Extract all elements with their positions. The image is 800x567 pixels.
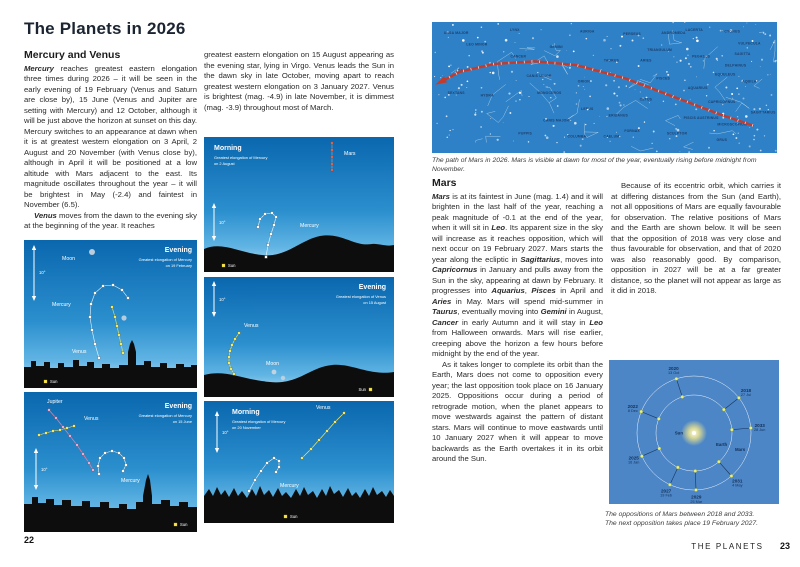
chart-caption: The path of Mars in 2026. Mars is visible at dawn for most of the year, eventually rising before midnight from November. xyxy=(432,157,757,173)
svg-text:27 Jul: 27 Jul xyxy=(740,393,752,398)
svg-text:AQUILA: AQUILA xyxy=(742,79,757,84)
svg-text:28 Jun: 28 Jun xyxy=(753,428,766,432)
diagram-caption-line2: The next opposition takes place 19 February 2027. xyxy=(605,520,759,527)
svg-text:CETUS: CETUS xyxy=(639,97,653,102)
venus-label: Venus xyxy=(316,405,331,411)
panel-time-label: Evening xyxy=(164,403,192,410)
panel-time-label: Evening xyxy=(164,247,192,254)
sun-label: Sun xyxy=(674,430,683,436)
moon-icon xyxy=(281,376,285,380)
left-column-1 xyxy=(24,50,197,232)
earth-orbit-label: Earth xyxy=(716,442,728,447)
venus-label: Venus xyxy=(72,349,87,355)
page-number-left: 22 xyxy=(24,535,35,545)
svg-text:19 Feb: 19 Feb xyxy=(660,493,673,498)
svg-text:HYDRA: HYDRA xyxy=(480,93,494,98)
sun-legend-label: Sun xyxy=(180,522,188,528)
svg-text:LYNX: LYNX xyxy=(510,28,520,33)
svg-text:SCULPTOR: SCULPTOR xyxy=(666,131,688,136)
svg-text:2020: 2020 xyxy=(668,365,679,371)
svg-text:8 Dec: 8 Dec xyxy=(627,409,638,414)
running-footer xyxy=(600,536,790,554)
svg-text:2022: 2022 xyxy=(627,403,638,409)
moon-label: Moon xyxy=(266,361,279,367)
svg-text:CAELUM: CAELUM xyxy=(603,134,620,139)
panel-subtitle: Greatest elongation of Mercury xyxy=(138,257,192,262)
svg-text:AQUARIUS: AQUARIUS xyxy=(687,85,708,90)
svg-text:2027: 2027 xyxy=(660,488,672,494)
scale-label: 10° xyxy=(219,220,226,225)
diagram-caption xyxy=(605,510,795,528)
sun-legend-icon xyxy=(284,515,287,518)
svg-text:LEO MINOR: LEO MINOR xyxy=(466,42,488,47)
moon-label: Moon xyxy=(62,256,75,262)
svg-text:CANIS MAJOR: CANIS MAJOR xyxy=(543,118,570,123)
svg-text:2018: 2018 xyxy=(740,388,752,393)
svg-text:16 Jan: 16 Jan xyxy=(627,460,640,465)
panel-evening-15-june xyxy=(24,392,197,532)
svg-text:13 Oct: 13 Oct xyxy=(668,371,680,375)
running-footer-label: THE PLANETS xyxy=(691,542,764,551)
sun-legend-icon xyxy=(369,388,372,391)
moon-icon xyxy=(121,315,126,320)
panel-subtitle: Greatest elongation of Venus xyxy=(335,294,386,299)
mercury-label: Mercury xyxy=(300,223,319,229)
mercury-label: Mercury xyxy=(121,478,140,484)
right-column-2 xyxy=(611,181,781,297)
panel-time-label: Morning xyxy=(214,145,242,152)
panel-morning-2-august xyxy=(204,137,394,272)
panel-time-label: Morning xyxy=(232,409,260,416)
mercury-label: Mercury xyxy=(52,302,71,308)
panel-subtitle: on 19 February xyxy=(165,263,192,268)
panel-subtitle: on 2 August xyxy=(214,161,235,166)
sun-legend-label: Sun xyxy=(228,263,236,269)
svg-text:LEPUS: LEPUS xyxy=(581,106,594,111)
panel-subtitle: on 15 August xyxy=(363,300,386,305)
body-paragraph: As it takes longer to complete its orbit than the Earth, Mars does not come to opposition every year; the last opposition took place on 16 January 2025. Oppositions occur during a period of retrograde motion, when the planet appears to move westwards against the pattern of distant stars. Mars will continue to move eastwards until 10 January 2027 when it will appear to move backwards as the Earth overtakes it in its orbit around the Sun. xyxy=(432,359,603,463)
svg-text:ORION: ORION xyxy=(577,79,590,84)
panel-morning-20-november xyxy=(204,401,394,523)
sun-legend-label: Sun xyxy=(358,387,366,393)
svg-text:4 May: 4 May xyxy=(732,483,743,488)
sun-legend-icon xyxy=(174,523,177,526)
svg-text:EQUULEUS: EQUULEUS xyxy=(715,72,736,77)
svg-text:CYGNUS: CYGNUS xyxy=(724,29,741,34)
svg-text:PEGASUS: PEGASUS xyxy=(692,54,711,59)
svg-text:AURIGA: AURIGA xyxy=(580,29,595,34)
sun-legend-icon xyxy=(44,380,47,383)
body-paragraph: greatest eastern elongation on 15 August appearing as the evening star, lying in Virgo. Venus leads the Sun in the dawn sky in late October, moving apart to reach greatest western elongation on 3 January 2027. Venus is brightest (mag. -4.9) in late November, it is dimmest (mag. -3.9) throughout most of March. xyxy=(204,50,394,112)
svg-text:COLUMBA: COLUMBA xyxy=(567,134,587,139)
body-paragraph: Because of its eccentric orbit, which carries it at differing distances from the Sun (and Earth), not all oppositions of Mars are equally favourable for observation. The relative positions of Mars and the Earth are shown below. It will be seen that the opposition of 2018 was very close and thus favourable for observation, and that of 2020 was also reasonably good. By comparison, opposition in 2027 will be at a far greater distance, so the planet will not appear as large as it did in 2018. xyxy=(611,181,781,295)
svg-text:ERIDANUS: ERIDANUS xyxy=(608,113,628,118)
sun-legend-label: Sun xyxy=(50,379,58,385)
right-column-1 xyxy=(432,178,603,465)
svg-text:PISCES: PISCES xyxy=(656,76,671,81)
mars-label: Mars xyxy=(344,151,356,157)
mars-orbit-label: Mars xyxy=(735,447,746,452)
panel-time-label: Evening xyxy=(358,284,386,291)
svg-text:ANDROMEDA: ANDROMEDA xyxy=(661,30,686,35)
svg-text:2025: 2025 xyxy=(628,455,639,461)
panel-subtitle: Greatest elongation of Mercury xyxy=(214,155,268,160)
scale-label: 10° xyxy=(39,270,46,275)
svg-text:PUPPIS: PUPPIS xyxy=(518,131,533,136)
panel-subtitle: on 15 June xyxy=(172,419,192,424)
svg-text:SAGITTA: SAGITTA xyxy=(734,51,751,56)
svg-text:SEXTANS: SEXTANS xyxy=(447,91,465,95)
svg-text:TRIANGULUM: TRIANGULUM xyxy=(647,47,673,52)
svg-text:ARIES: ARIES xyxy=(640,58,652,63)
venus-label: Venus xyxy=(244,323,259,329)
jupiter-label: Jupiter xyxy=(47,399,63,405)
sun-icon xyxy=(692,431,696,435)
svg-text:CAPRICORNUS: CAPRICORNUS xyxy=(708,100,736,105)
panel-evening-19-february xyxy=(24,240,197,388)
svg-text:LEO: LEO xyxy=(455,68,464,73)
panel-subtitle: on 20 November xyxy=(232,425,261,430)
svg-text:MICROSCOPIUM: MICROSCOPIUM xyxy=(717,122,747,127)
svg-text:PERSEUS: PERSEUS xyxy=(623,32,641,37)
moon-icon xyxy=(272,370,277,375)
svg-text:MONOCEROS: MONOCEROS xyxy=(537,91,562,95)
body-paragraph: Mars is at its faintest in June (mag. 1.4) and it will brighten in the last half of the year, reaching a peak magnitude of -0.1 at the end of the year, when it will sit in Leo. Its apparent size in the sky will increase as it reaches opposition, which will next occur on 19 February 2027. Mars starts the year along the ecliptic in Sagittarius, moves into Capricornus in January and pulls away from the Sun in the sky, appearing at dawn by February. It progresses into Aquarius, Pisces in April and Aries in May. Mars will spend mid-summer in Taurus, eventually moving into Gemini in August, Cancer in early Autumn and it will stay in Leo from Halloween onwards. Mars will rise earlier, creeping above the horizon a few hours before midnight by the end of the year. xyxy=(432,191,604,358)
svg-text:GRUS: GRUS xyxy=(716,138,728,143)
svg-text:2033: 2033 xyxy=(754,422,765,428)
svg-text:GEMINI: GEMINI xyxy=(549,45,563,50)
svg-text:2031: 2031 xyxy=(732,478,743,484)
svg-text:CANIS MINOR: CANIS MINOR xyxy=(526,74,552,78)
mars-path-star-chart xyxy=(432,22,777,153)
page-title: The Planets in 2026 xyxy=(24,19,186,38)
svg-text:25 Mar: 25 Mar xyxy=(690,499,703,504)
panel-subtitle: Greatest elongation of Mercury xyxy=(138,413,192,418)
svg-text:2029: 2029 xyxy=(691,494,702,500)
section-heading-mars: Mars xyxy=(432,177,457,189)
mercury-label: Mercury xyxy=(280,483,299,489)
sun-legend-label: Sun xyxy=(290,514,298,520)
svg-text:VULPECULA: VULPECULA xyxy=(738,41,761,46)
venus-label: Venus xyxy=(84,416,99,422)
scale-label: 10° xyxy=(219,297,226,302)
panel-subtitle: Greatest elongation of Mercury xyxy=(232,419,286,424)
mars-oppositions-diagram xyxy=(609,360,779,504)
page-number-right: 23 xyxy=(779,541,790,551)
svg-text:TAURUS: TAURUS xyxy=(603,58,619,63)
svg-text:CANCER: CANCER xyxy=(510,54,527,59)
svg-text:PISCIS AUSTRINUS: PISCIS AUSTRINUS xyxy=(683,115,719,120)
scale-label: 10° xyxy=(222,430,229,435)
svg-text:DELPHINUS: DELPHINUS xyxy=(724,63,747,68)
moon-icon xyxy=(89,249,95,255)
body-paragraph: Venus moves from the dawn to the evening sky at the beginning of the year. It reaches xyxy=(24,210,197,230)
svg-text:FORNAX: FORNAX xyxy=(624,129,640,133)
panel-evening-15-august xyxy=(204,277,394,397)
svg-text:URSA MAJOR: URSA MAJOR xyxy=(443,30,469,35)
sun-legend-icon xyxy=(222,264,225,267)
svg-text:LACERTA: LACERTA xyxy=(685,28,703,33)
section-heading-mercury-venus: Mercury and Venus xyxy=(24,49,121,61)
diagram-caption-line1: The oppositions of Mars between 2018 and 2033. xyxy=(605,511,755,518)
body-paragraph: Mercury reaches greatest eastern elongation three times during 2026 – it will be seen in the early evening of 19 February (Venus and Saturn are close by), 15 June (Venus and Jupiter are setting with Mercury) and 12 October, although it will be just above the horizon at sunset on this day. Mercury switches to an appearance at dawn when it is at greatest western elongation on 3 April, 2 August and 20 November (with Venus close by), although in April it will be positioned at a low altitude with Mars adjacent to the east. Its magnitude oscillates throughout the year – it will be brightest in May (-2.4) and faintest in November (6.5). xyxy=(24,63,197,209)
scale-label: 10° xyxy=(41,467,48,472)
svg-text:SAGITTARIUS: SAGITTARIUS xyxy=(750,110,776,115)
left-column-2 xyxy=(204,50,394,113)
